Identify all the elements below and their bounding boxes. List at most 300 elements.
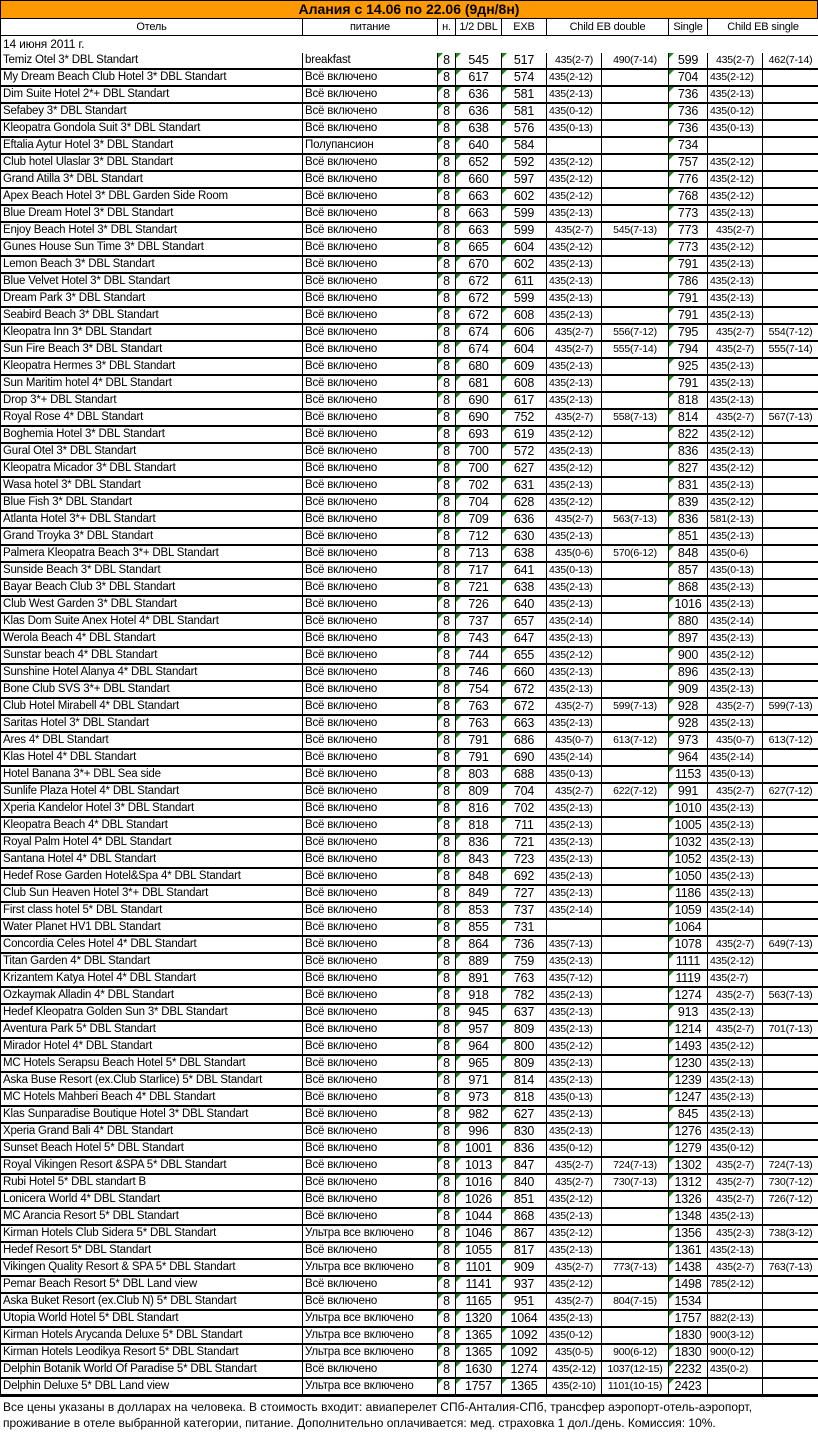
table-row (1, 341, 818, 358)
child-single-2 (763, 970, 818, 987)
child-single-2 (763, 1038, 818, 1055)
hotel-name: Klas Sunparadise Boutique Hotel 3* DBL Standart (1, 1106, 303, 1123)
exb-price: 818 (502, 1089, 547, 1106)
single-price: 1153 (669, 766, 708, 783)
half-dbl-price: 660 (456, 171, 502, 188)
child-double-1: 435(2-13) (547, 1004, 602, 1021)
table-row (1, 103, 818, 120)
child-double-2 (602, 137, 669, 154)
nights: 8 (438, 1259, 456, 1276)
table-row (1, 783, 818, 800)
half-dbl-price: 803 (456, 766, 502, 783)
child-double-1: 435(2-7) (547, 1293, 602, 1310)
exb-price: 641 (502, 562, 547, 579)
meal-plan: Всё включено (303, 970, 438, 987)
hotel-name: MC Hotels Mahberi Beach 4* DBL Standart (1, 1089, 303, 1106)
half-dbl-price: 1101 (456, 1259, 502, 1276)
table-row (1, 579, 818, 596)
half-dbl-price: 848 (456, 868, 502, 885)
child-double-1: 435(2-14) (547, 749, 602, 766)
child-double-1: 435(2-13) (547, 987, 602, 1004)
table-row (1, 766, 818, 783)
child-single-1: 435(2-3) (708, 1225, 763, 1242)
child-single-2 (763, 1293, 818, 1310)
child-double-1: 435(2-7) (547, 341, 602, 358)
child-single-1: 900(3-12) (708, 1327, 763, 1344)
single-price: 1078 (669, 936, 708, 953)
table-row (1, 409, 818, 426)
footer-note (0, 1396, 818, 1433)
single-price: 925 (669, 358, 708, 375)
child-single-1: 435(2-13) (708, 664, 763, 681)
table-row (1, 1004, 818, 1021)
child-single-1: 435(2-13) (708, 392, 763, 409)
hotel-name: Dream Park 3* DBL Standart (1, 290, 303, 307)
child-double-1: 435(2-12) (547, 239, 602, 256)
half-dbl-price: 640 (456, 137, 502, 154)
child-double-2 (602, 970, 669, 987)
meal-plan: Всё включено (303, 409, 438, 426)
header-nights: н. (438, 19, 456, 36)
exb-price: 1274 (502, 1361, 547, 1378)
single-price: 1498 (669, 1276, 708, 1293)
exb-price: 640 (502, 596, 547, 613)
child-single-2 (763, 953, 818, 970)
nights: 8 (438, 1055, 456, 1072)
meal-plan: Всё включено (303, 307, 438, 324)
child-double-2 (602, 647, 669, 664)
exb-price: 817 (502, 1242, 547, 1259)
child-single-1: 435(2-13) (708, 1106, 763, 1123)
single-price: 1326 (669, 1191, 708, 1208)
child-double-2 (602, 239, 669, 256)
meal-plan: Всё включено (303, 1361, 438, 1378)
exb-price: 1064 (502, 1310, 547, 1327)
child-double-1: 435(2-7) (547, 324, 602, 341)
hotel-name: Club Sun Heaven Hotel 3*+ DBL Standart (1, 885, 303, 902)
nights: 8 (438, 494, 456, 511)
single-price: 736 (669, 86, 708, 103)
half-dbl-price: 545 (456, 53, 502, 69)
child-double-2 (602, 630, 669, 647)
hotel-name: Pemar Beach Resort 5* DBL Land view (1, 1276, 303, 1293)
child-single-1: 435(2-7) (708, 324, 763, 341)
meal-plan: Всё включено (303, 783, 438, 800)
table-row (1, 120, 818, 137)
single-price: 773 (669, 239, 708, 256)
child-single-1: 435(2-7) (708, 1259, 763, 1276)
table-row (1, 1123, 818, 1140)
child-double-2 (602, 987, 669, 1004)
table-row (1, 970, 818, 987)
nights: 8 (438, 103, 456, 120)
child-single-1: 435(0-2) (708, 1361, 763, 1378)
child-double-1: 435(2-13) (547, 256, 602, 273)
table-row (1, 596, 818, 613)
child-single-1: 435(0-13) (708, 120, 763, 137)
child-double-2 (602, 902, 669, 919)
single-price: 1438 (669, 1259, 708, 1276)
child-double-1: 435(2-7) (547, 511, 602, 528)
half-dbl-price: 864 (456, 936, 502, 953)
child-double-1: 435(2-13) (547, 1208, 602, 1225)
meal-plan: Всё включено (303, 664, 438, 681)
hotel-name: Sunstar beach 4* DBL Standart (1, 647, 303, 664)
half-dbl-price: 737 (456, 613, 502, 630)
child-double-1: 435(2-13) (547, 307, 602, 324)
nights: 8 (438, 171, 456, 188)
child-double-1: 435(2-13) (547, 1123, 602, 1140)
exb-price: 672 (502, 698, 547, 715)
child-single-2 (763, 494, 818, 511)
child-double-1: 435(0-6) (547, 545, 602, 562)
child-double-1: 435(2-13) (547, 953, 602, 970)
nights: 8 (438, 562, 456, 579)
child-double-1: 435(2-7) (547, 698, 602, 715)
child-double-2 (602, 443, 669, 460)
meal-plan: Всё включено (303, 1276, 438, 1293)
child-single-1: 882(2-13) (708, 1310, 763, 1327)
nights: 8 (438, 53, 456, 69)
child-single-2 (763, 1208, 818, 1225)
table-row (1, 1361, 818, 1378)
child-single-2: 555(7-14) (763, 341, 818, 358)
table-row (1, 69, 818, 86)
hotel-name: Kleopatra Hermes 3* DBL Standart (1, 358, 303, 375)
nights: 8 (438, 851, 456, 868)
half-dbl-price: 945 (456, 1004, 502, 1021)
meal-plan: Всё включено (303, 375, 438, 392)
child-double-1: 435(2-13) (547, 1106, 602, 1123)
meal-plan: Всё включено (303, 1208, 438, 1225)
half-dbl-price: 763 (456, 715, 502, 732)
nights: 8 (438, 443, 456, 460)
half-dbl-price: 918 (456, 987, 502, 1004)
table-row (1, 86, 818, 103)
table-row (1, 460, 818, 477)
exb-price: 686 (502, 732, 547, 749)
child-double-1: 435(0-5) (547, 1344, 602, 1361)
exb-price: 704 (502, 783, 547, 800)
exb-price: 909 (502, 1259, 547, 1276)
table-row (1, 1208, 818, 1225)
child-single-2 (763, 1089, 818, 1106)
child-double-1: 435(2-12) (547, 69, 602, 86)
hotel-name: Blue Dream Hotel 3* DBL Standart (1, 205, 303, 222)
child-double-2 (602, 766, 669, 783)
child-single-2 (763, 528, 818, 545)
table-row (1, 647, 818, 664)
nights: 8 (438, 1208, 456, 1225)
table-row (1, 715, 818, 732)
child-single-2 (763, 1327, 818, 1344)
single-price: 1274 (669, 987, 708, 1004)
child-double-2 (602, 205, 669, 222)
child-double-1: 435(0-13) (547, 766, 602, 783)
child-double-2 (602, 375, 669, 392)
meal-plan: Всё включено (303, 885, 438, 902)
child-double-1: 435(2-13) (547, 664, 602, 681)
half-dbl-price: 617 (456, 69, 502, 86)
exb-price: 688 (502, 766, 547, 783)
hotel-name: Kleopatra Inn 3* DBL Standart (1, 324, 303, 341)
hotel-name: Enjoy Beach Hotel 3* DBL Standart (1, 222, 303, 239)
hotel-name: Sunlife Plaza Hotel 4* DBL Standart (1, 783, 303, 800)
nights: 8 (438, 715, 456, 732)
meal-plan: Всё включено (303, 562, 438, 579)
hotel-name: MC Arancia Resort 5* DBL Standart (1, 1208, 303, 1225)
child-single-1: 435(2-12) (708, 69, 763, 86)
nights: 8 (438, 1327, 456, 1344)
child-double-1: 435(2-14) (547, 613, 602, 630)
nights: 8 (438, 987, 456, 1004)
single-price: 791 (669, 375, 708, 392)
meal-plan: Всё включено (303, 171, 438, 188)
exb-price: 617 (502, 392, 547, 409)
meal-plan: Всё включено (303, 851, 438, 868)
nights: 8 (438, 1361, 456, 1378)
hotel-name: Gunes House Sun Time 3* DBL Standart (1, 239, 303, 256)
hotel-name: Boghemia Hotel 3* DBL Standart (1, 426, 303, 443)
child-double-2: 599(7-13) (602, 698, 669, 715)
hotel-name: Titan Garden 4* DBL Standart (1, 953, 303, 970)
child-single-2: 462(7-14) (763, 53, 818, 69)
meal-plan: Всё включено (303, 936, 438, 953)
exb-price: 937 (502, 1276, 547, 1293)
hotel-name: Santana Hotel 4* DBL Standart (1, 851, 303, 868)
child-single-2 (763, 1310, 818, 1327)
single-price: 773 (669, 222, 708, 239)
child-double-1: 435(2-7) (547, 53, 602, 69)
child-double-2 (602, 800, 669, 817)
table-row (1, 1140, 818, 1157)
nights: 8 (438, 1072, 456, 1089)
half-dbl-price: 681 (456, 375, 502, 392)
single-price: 599 (669, 53, 708, 69)
table-row (1, 1191, 818, 1208)
child-single-2 (763, 919, 818, 936)
child-double-1: 435(2-13) (547, 375, 602, 392)
child-single-2 (763, 1055, 818, 1072)
nights: 8 (438, 239, 456, 256)
nights: 8 (438, 477, 456, 494)
exb-price: 599 (502, 222, 547, 239)
child-double-1: 435(2-13) (547, 681, 602, 698)
half-dbl-price: 816 (456, 800, 502, 817)
child-single-2 (763, 902, 818, 919)
child-double-2 (602, 358, 669, 375)
hotel-name: Saritas Hotel 3* DBL Standart (1, 715, 303, 732)
nights: 8 (438, 1191, 456, 1208)
table-row (1, 545, 818, 562)
hotel-name: Hedef Resort 5* DBL Standart (1, 1242, 303, 1259)
child-single-1: 435(2-7) (708, 1021, 763, 1038)
hotel-name: Wasa hotel 3* DBL Standart (1, 477, 303, 494)
exb-price: 517 (502, 53, 547, 69)
single-price: 1010 (669, 800, 708, 817)
child-single-1: 435(2-12) (708, 188, 763, 205)
child-double-1: 435(2-13) (547, 817, 602, 834)
meal-plan: Всё включено (303, 1004, 438, 1021)
meal-plan: Всё включено (303, 1072, 438, 1089)
child-single-2 (763, 1378, 818, 1395)
single-price: 845 (669, 1106, 708, 1123)
hotel-name: MC Hotels Serapsu Beach Hotel 5* DBL Standart (1, 1055, 303, 1072)
child-double-1: 435(2-13) (547, 630, 602, 647)
exb-price: 721 (502, 834, 547, 851)
child-double-1: 435(2-12) (547, 188, 602, 205)
table-row (1, 987, 818, 1004)
meal-plan: Всё включено (303, 579, 438, 596)
child-single-2 (763, 443, 818, 460)
nights: 8 (438, 1140, 456, 1157)
child-single-1: 435(2-13) (708, 1089, 763, 1106)
meal-plan: Ультра все включено (303, 1225, 438, 1242)
child-double-2 (602, 579, 669, 596)
child-single-1: 435(2-7) (708, 53, 763, 69)
nights: 8 (438, 1174, 456, 1191)
table-row (1, 1293, 818, 1310)
child-single-1: 435(0-6) (708, 545, 763, 562)
child-single-1 (708, 1378, 763, 1395)
nights: 8 (438, 528, 456, 545)
child-double-2: 613(7-12) (602, 732, 669, 749)
nights: 8 (438, 460, 456, 477)
half-dbl-price: 663 (456, 222, 502, 239)
nights: 8 (438, 953, 456, 970)
child-double-1: 435(2-13) (547, 1072, 602, 1089)
hotel-name: Delphin Botanik World Of Paradise 5* DBL Standart (1, 1361, 303, 1378)
hotel-name: Xperia Grand Bali 4* DBL Standart (1, 1123, 303, 1140)
single-price: 814 (669, 409, 708, 426)
child-double-1: 435(2-13) (547, 800, 602, 817)
meal-plan: Всё включено (303, 69, 438, 86)
single-price: 1052 (669, 851, 708, 868)
child-double-1: 435(2-13) (547, 273, 602, 290)
child-single-1: 435(2-13) (708, 579, 763, 596)
half-dbl-price: 700 (456, 443, 502, 460)
child-double-1: 435(2-12) (547, 171, 602, 188)
table-row (1, 562, 818, 579)
nights: 8 (438, 868, 456, 885)
table-row (1, 1072, 818, 1089)
child-single-1: 435(2-12) (708, 171, 763, 188)
child-double-2 (602, 868, 669, 885)
child-double-1: 435(2-13) (547, 1242, 602, 1259)
meal-plan: Ультра все включено (303, 1310, 438, 1327)
nights: 8 (438, 120, 456, 137)
nights: 8 (438, 596, 456, 613)
exb-price: 836 (502, 1140, 547, 1157)
exb-price: 604 (502, 341, 547, 358)
child-double-2 (602, 307, 669, 324)
meal-plan: Ультра все включено (303, 1378, 438, 1395)
child-single-2: 724(7-13) (763, 1157, 818, 1174)
child-single-2 (763, 766, 818, 783)
nights: 8 (438, 800, 456, 817)
child-single-1: 435(2-13) (708, 256, 763, 273)
meal-plan: Всё включено (303, 86, 438, 103)
child-double-1: 435(2-13) (547, 205, 602, 222)
meal-plan: Ультра все включено (303, 1327, 438, 1344)
hotel-name: Sunside Beach 3* DBL Standart (1, 562, 303, 579)
nights: 8 (438, 188, 456, 205)
half-dbl-price: 638 (456, 120, 502, 137)
child-double-2 (602, 103, 669, 120)
child-single-1 (708, 919, 763, 936)
exb-price: 604 (502, 239, 547, 256)
meal-plan: Всё включено (303, 290, 438, 307)
half-dbl-price: 672 (456, 273, 502, 290)
child-double-1: 435(2-13) (547, 86, 602, 103)
meal-plan: Всё включено (303, 239, 438, 256)
child-double-1: 435(2-13) (547, 1021, 602, 1038)
half-dbl-price: 889 (456, 953, 502, 970)
child-single-1: 435(0-12) (708, 103, 763, 120)
child-single-1: 435(2-13) (708, 307, 763, 324)
meal-plan: Всё включено (303, 953, 438, 970)
hotel-name: Sunset Beach Hotel 5* DBL Standart (1, 1140, 303, 1157)
exb-price: 711 (502, 817, 547, 834)
child-double-2: 730(7-13) (602, 1174, 669, 1191)
nights: 8 (438, 1089, 456, 1106)
child-single-2 (763, 579, 818, 596)
child-single-2 (763, 885, 818, 902)
meal-plan: Всё включено (303, 324, 438, 341)
single-price: 1032 (669, 834, 708, 851)
header-single: Single (669, 19, 708, 36)
exb-price: 647 (502, 630, 547, 647)
footer-line-2: проживание в отеле выбранной категории, питание. Дополнительно оплачивается: мед. страховка 1 дол./день. Комиссия: 10%. (3, 1415, 716, 1430)
single-price: 836 (669, 511, 708, 528)
hotel-name: First class hotel 5* DBL Standart (1, 902, 303, 919)
table-row (1, 936, 818, 953)
single-price: 791 (669, 307, 708, 324)
meal-plan: Всё включено (303, 477, 438, 494)
child-double-1: 435(2-7) (547, 222, 602, 239)
header-child-eb-double: Child EB double (547, 19, 669, 36)
child-double-2 (602, 256, 669, 273)
child-single-2 (763, 613, 818, 630)
nights: 8 (438, 630, 456, 647)
child-single-2 (763, 681, 818, 698)
child-single-2 (763, 426, 818, 443)
table-row (1, 53, 818, 69)
meal-plan: Полупансион (303, 137, 438, 154)
exb-price: 627 (502, 1106, 547, 1123)
hotel-name: Club Hotel Mirabell 4* DBL Standart (1, 698, 303, 715)
half-dbl-price: 1001 (456, 1140, 502, 1157)
meal-plan: Всё включено (303, 511, 438, 528)
child-single-2 (763, 375, 818, 392)
child-single-2 (763, 596, 818, 613)
exb-price: 631 (502, 477, 547, 494)
single-price: 964 (669, 749, 708, 766)
nights: 8 (438, 919, 456, 936)
child-single-2 (763, 307, 818, 324)
nights: 8 (438, 817, 456, 834)
exb-price: 690 (502, 749, 547, 766)
date-label: 14 июня 2011 г. (1, 36, 818, 53)
child-single-1: 435(2-7) (708, 222, 763, 239)
child-single-1: 435(2-7) (708, 698, 763, 715)
nights: 8 (438, 273, 456, 290)
child-double-2 (602, 834, 669, 851)
child-double-2 (602, 681, 669, 698)
header-child-eb-single: Child EB single (708, 19, 818, 36)
hotel-name: Bayar Beach Club 3* DBL Standart (1, 579, 303, 596)
table-row (1, 868, 818, 885)
